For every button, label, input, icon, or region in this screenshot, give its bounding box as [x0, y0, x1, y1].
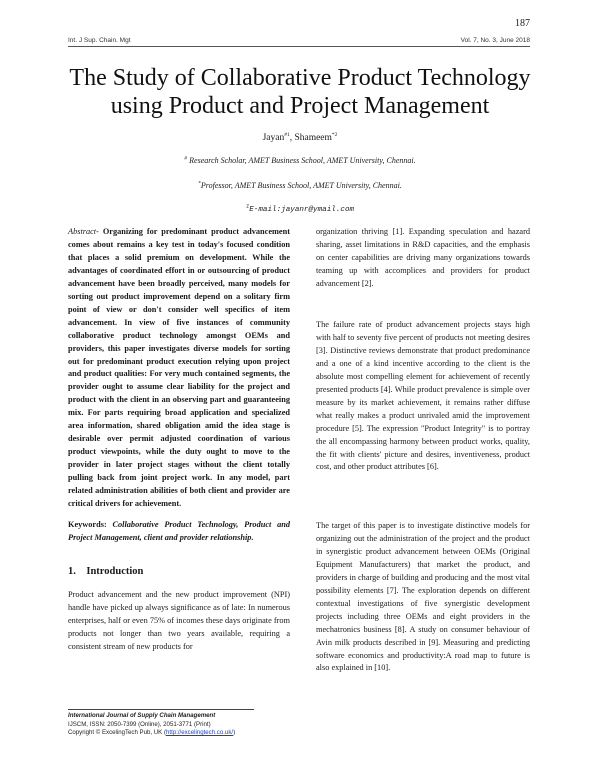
- author-separator: ,: [289, 133, 295, 143]
- title-line-1: The Study of Collaborative Product Technology: [69, 65, 531, 91]
- email-mark: 1: [245, 202, 250, 210]
- keywords-label: Keywords:: [68, 520, 107, 529]
- footnote-rule: [68, 709, 254, 710]
- copyright-suffix: ): [233, 729, 236, 737]
- page-number: 187: [515, 18, 530, 29]
- footer-journal-name: International Journal of Supply Chain Management: [68, 712, 216, 719]
- section-title: Introduction: [86, 566, 144, 577]
- section-heading-introduction: [68, 566, 143, 577]
- header-rule: [68, 46, 530, 47]
- abstract-body: Organizing for predominant product advancement comes about remains a key test in today's focused condition that places a solid premium on development. While the advantages of coordinated effort in or outsourcing of product advancement have been broadly perceived, many models for sorting out product improvement depend on a solitary firm point of view or don't consider well specifics of item advancement. In view of five instances of community collaborative product technology amongst OEMs and providers, this paper investigates diverse models for sorting out for predominant product execution relying upon project and product qualities: For very much contained segments, the provider ought to assume clear liability for the project and product with the client in an observing part and guaranteeing mix. For parts requiring broad application and specialized area information, shared obligation amid the idea stage is desirable over permit adjusted coordination of various product viewpoints, while the duty ought to move to the provider in later project stages without the client totally pulling back from joint project work. In any model, part related administration abilities of both client and provider are critical drivers for achievement.: [68, 227, 290, 509]
- paper-title: [40, 64, 560, 120]
- author-2: Shameem: [294, 133, 332, 143]
- affiliation-1: [0, 156, 600, 165]
- author-2-mark: *2: [331, 131, 338, 138]
- author-list: [0, 133, 600, 143]
- running-header-volume: Vol. 7, No. 3, June 2018: [460, 37, 530, 44]
- body-paragraph-1: organization thriving [1]. Expanding speculation and hazard sharing, asset limitations in R&D capacities, and the emphasis on center capabilities are driving many organizations towards teaming up with accomplices and providers for product advancement [2].: [316, 227, 530, 288]
- author-1-mark: #1: [284, 131, 290, 138]
- publisher-link[interactable]: http://excelingtech.co.uk/: [165, 729, 234, 737]
- author-email: [0, 202, 600, 214]
- affiliation-2-mark: *: [198, 180, 201, 187]
- affiliation-2-text: Professor, AMET Business School, AMET University, Chennai.: [200, 181, 402, 190]
- body-paragraph-2: The failure rate of product advancement projects stays high with half to seventy five percent of products not meeting desires [3]. Distinctive reviews demonstrate that product predominance and a one of a kind incentive according to the client is the absolute most compelling element for achievement of recently presented products [4]. While product prevalence is simple over measure by its market achievement, it remains rather diffuse what really makes a product unrivaled amid the improvement procedure [5]. The expression "Product Integrity" is to portray the all encompassing harmony between product works, quality, the fit with clients' picture and desires, inventiveness, product cost, and other product attributes [6].: [316, 320, 530, 472]
- footer-issn: IJSCM, ISSN: 2050-7399 (Online), 2051-3771 (Print): [68, 720, 211, 728]
- keywords-text: Collaborative Product Technology, Product and Project Management, client and provider relationship.: [68, 520, 290, 542]
- affiliation-1-mark: #: [184, 155, 188, 162]
- body-paragraph-3: The target of this paper is to investigate distinctive models for organizing out the administration of the project and the product in synergistic product advancement between OEMs (Original Equipment Manufacturers) that market the product, and providers in charge of building and producing and the most vital possibility elements [7]. The exploration depends on different contextual investigations of five synergistic development projects including three OEMs and eight providers in the mechatronics business [8]. A study on consumer behaviour of Avin milk products described in [9]. Measuring and predicting software economics and productivity:A road map to future is also explained in [10].: [316, 521, 530, 673]
- keywords: [68, 519, 290, 545]
- affiliation-1-text: Research Scholar, AMET Business School, AMET University, Chennai.: [187, 156, 416, 165]
- abstract: [68, 226, 290, 511]
- title-line-2: using Product and Project Management: [110, 93, 490, 119]
- footer-copyright: [68, 729, 235, 738]
- affiliation-2: [0, 181, 600, 190]
- journal-footer: [68, 712, 235, 738]
- author-1: Jayan: [262, 133, 285, 143]
- abstract-lead: Abstract-: [68, 227, 99, 236]
- section-number: 1.: [68, 566, 76, 577]
- copyright-prefix: Copyright © ExcelingTech Pub, UK (: [68, 729, 166, 737]
- running-header-journal: Int. J Sup. Chain. Mgt: [68, 37, 131, 44]
- introduction-paragraph: Product advancement and the new product improvement (NPI) handle have picked up always significance as of late: In numerous enterprises, half or even 75% of incomes these days originate from products not longer than two years available, requiring a consistent stream of new products for: [68, 590, 290, 651]
- email-text: E-mail:jayanr@ymail.com: [249, 206, 355, 214]
